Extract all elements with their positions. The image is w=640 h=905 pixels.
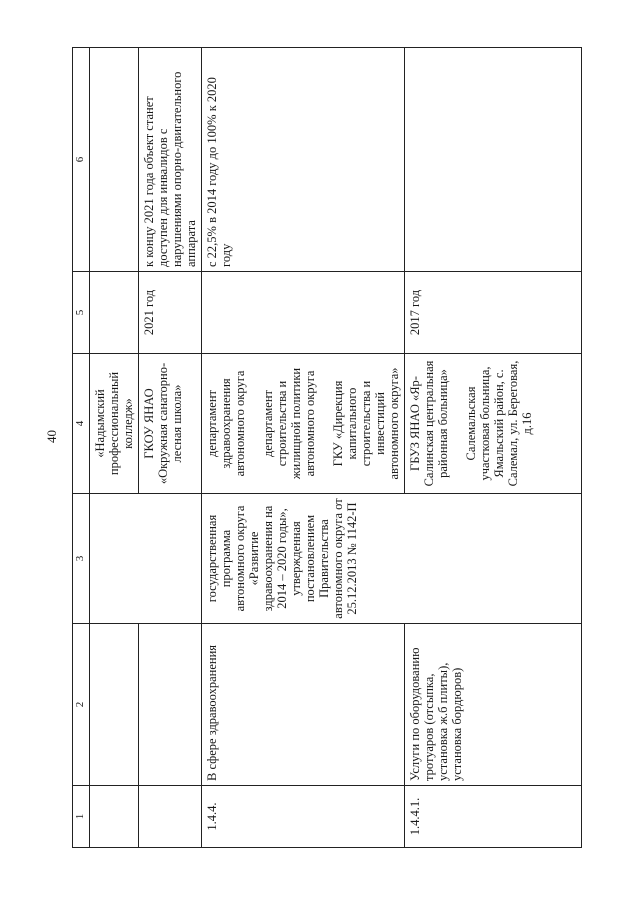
cell-executor (405, 354, 582, 494)
page-number: 40 (44, 430, 59, 443)
header-col-2: 2 (73, 624, 90, 786)
cell-term: 2021 год (139, 272, 202, 354)
table-row (405, 48, 582, 848)
cell-num: 1.4.4.1. (405, 786, 582, 848)
cell-term (202, 272, 405, 354)
executor-1: департамент здравоохранения автономного округа (205, 370, 247, 477)
cell-executor (202, 354, 405, 494)
cell-num: 1.4.4. (202, 786, 405, 848)
cell-term: 2017 год (405, 272, 582, 354)
executor-3: ГКУ «Дирекция капитального строительства и инвестиций автономного округа» (331, 367, 401, 480)
measures-table (72, 47, 582, 848)
cell-executor: ГКОУ ЯНАО «Окружная санаторно-лесная школа» (139, 354, 202, 494)
cell-result: с 22,5% в 2014 году до 100% к 2020 году (202, 48, 405, 272)
cell-result: к концу 2021 года объект станет доступен для инвалидов с нарушениями опорно-двигательного аппарата (139, 48, 202, 272)
table-row (139, 48, 202, 848)
cell-result (90, 48, 139, 272)
cell-num (139, 786, 202, 848)
header-col-3: 3 (73, 494, 90, 624)
cell-name (90, 624, 139, 786)
cell-executor: «Надымский профессиональный колледж» (90, 354, 139, 494)
cell-term (90, 272, 139, 354)
cell-name (139, 624, 202, 786)
table-row (202, 48, 405, 848)
header-row (73, 48, 90, 848)
executor-2: Салемальская участковая больница, Ямальский район, с. Салемал, ул. Береговая, д.16 (464, 360, 534, 487)
header-col-5: 5 (73, 272, 90, 354)
rotated-table-area (72, 48, 582, 848)
table-row (90, 48, 139, 848)
cell-result (405, 48, 582, 272)
cell-name: В сфере здравоохранения (202, 624, 405, 786)
header-col-1: 1 (73, 786, 90, 848)
header-col-4: 4 (73, 354, 90, 494)
cell-program (90, 494, 202, 624)
header-col-6: 6 (73, 48, 90, 272)
executor-2: департамент строительства и жилищной политики автономного округа (261, 367, 317, 480)
cell-num (90, 786, 139, 848)
cell-name: Услуги по оборудованию тротуаров (отсыпка, установка ж.б плиты), установка бордюров) (405, 624, 582, 786)
cell-program: государственная программа автономного округа «Развитие здравоохранения на 2014 – 2020 годы», утвержденная постановлением Правительства автономного округа от 25.12.2013 № 1142-П (202, 494, 582, 624)
executor-1: ГБУЗ ЯНАО «Яр-Салинская центральная районная больница» (408, 360, 450, 487)
